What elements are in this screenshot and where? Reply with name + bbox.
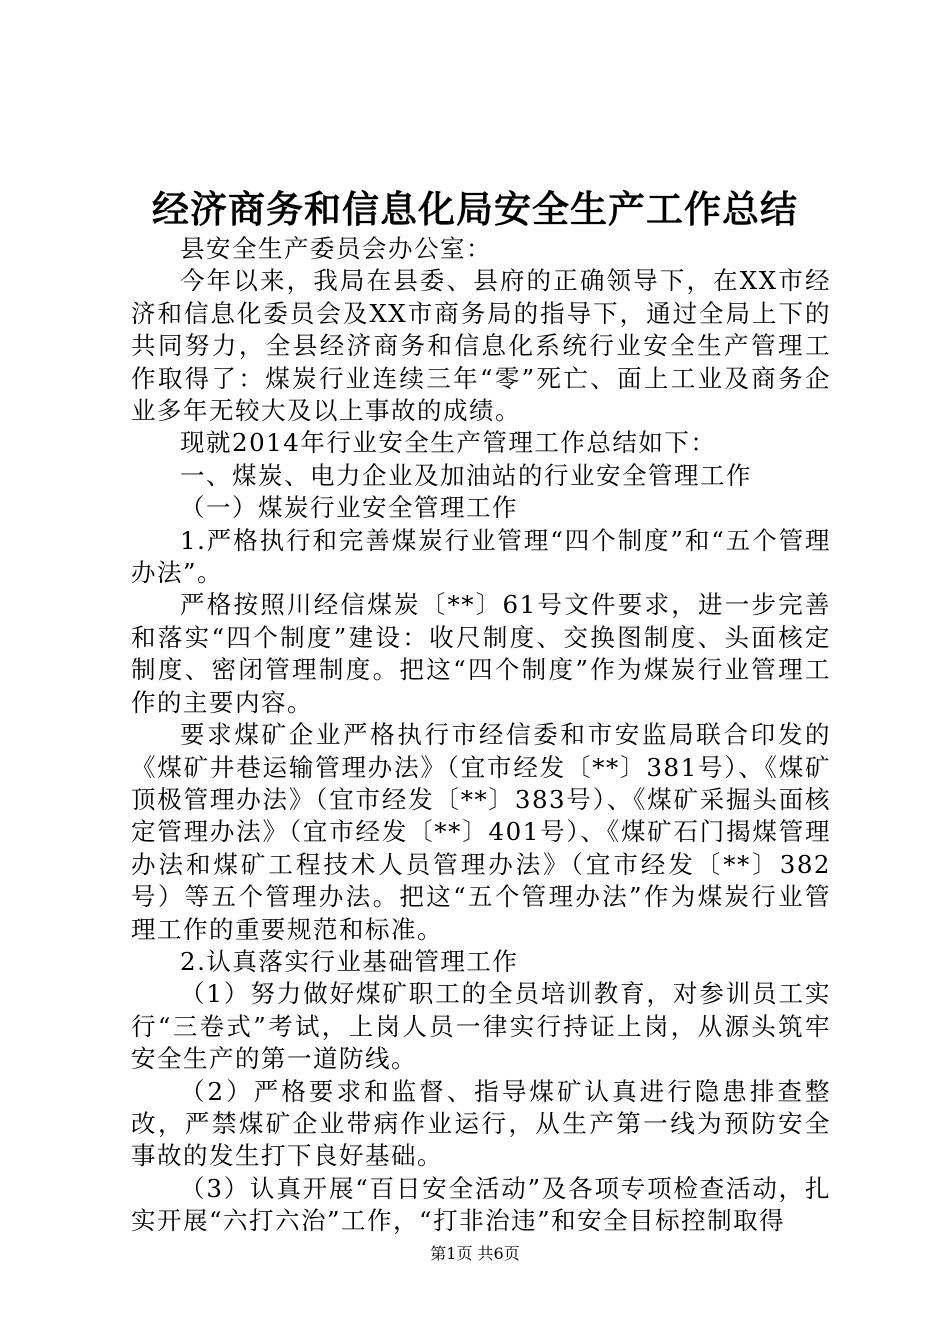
page-number-footer: 第1页 共6页 [430, 1244, 520, 1263]
paragraph-intro: 今年以来，我局在县委、县府的正确领导下，在XX市经济和信息化委员会及XX市商务局的指导下，通过全局上下的共同努力，全县经济商务和信息化系统行业安全生产管理工作取得了：煤炭行业连续三年“零”死亡、面上工业及商务企业多年无较大及以上事故的成绩。 [131, 266, 831, 426]
paragraph-campaign: （3）认真开展“百日安全活动”及各项专项检查活动，扎实开展“六打六治”工作，“打非治违”和安全目标控制取得 [131, 1173, 831, 1236]
document-title: 经济商务和信息化局安全生产工作总结 [152, 188, 798, 231]
item-heading-2: 2.认真落实行业基础管理工作 [180, 946, 519, 976]
paragraph-summary-lead: 现就2014年行业安全生产管理工作总结如下： [180, 428, 717, 458]
document-body [131, 233, 831, 1238]
subsection-heading-1: （一）煤炭行业安全管理工作 [180, 493, 518, 523]
paragraph-addressee: 县安全生产委员会办公室： [180, 234, 492, 263]
paragraph-five-measures: 要求煤矿企业严格执行市经信委和市安监局联合印发的《煤矿井巷运输管理办法》（宜市经发〔**〕381号）、《煤矿顶极管理办法》（宜市经发〔**〕383号）、《煤矿采掘头面核定管理办法》（宜市经发〔**〕401号）、《煤矿石门揭煤管理办法和煤矿工程技术人员管理办法》（宜市经发〔**〕382号）等五个管理办法。把这“五个管理办法”作为煤炭行业管理工作的重要规范和标准。 [131, 720, 831, 944]
paragraph-four-systems: 严格按照川经信煤炭〔**〕61号文件要求，进一步完善和落实“四个制度”建设：收尺制度、交换图制度、头面核定制度、密闭管理制度。把这“四个制度”作为煤炭行业管理工作的主要内容。 [131, 590, 831, 717]
item-heading-1: 1.严格执行和完善煤炭行业管理“四个制度”和“五个管理办法”。 [131, 525, 831, 588]
paragraph-hazard-check: （2）严格要求和监督、指导煤矿认真进行隐患排查整改，严禁煤矿企业带病作业运行，从生产第一线为预防安全事故的发生打下良好基础。 [131, 1076, 831, 1171]
paragraph-training: （1）努力做好煤矿职工的全员培训教育，对参训员工实行“三卷式”考试，上岗人员一律实行持证上岗，从源头筑牢安全生产的第一道防线。 [131, 979, 831, 1074]
section-heading-1: 一、煤炭、电力企业及加油站的行业安全管理工作 [180, 460, 752, 490]
